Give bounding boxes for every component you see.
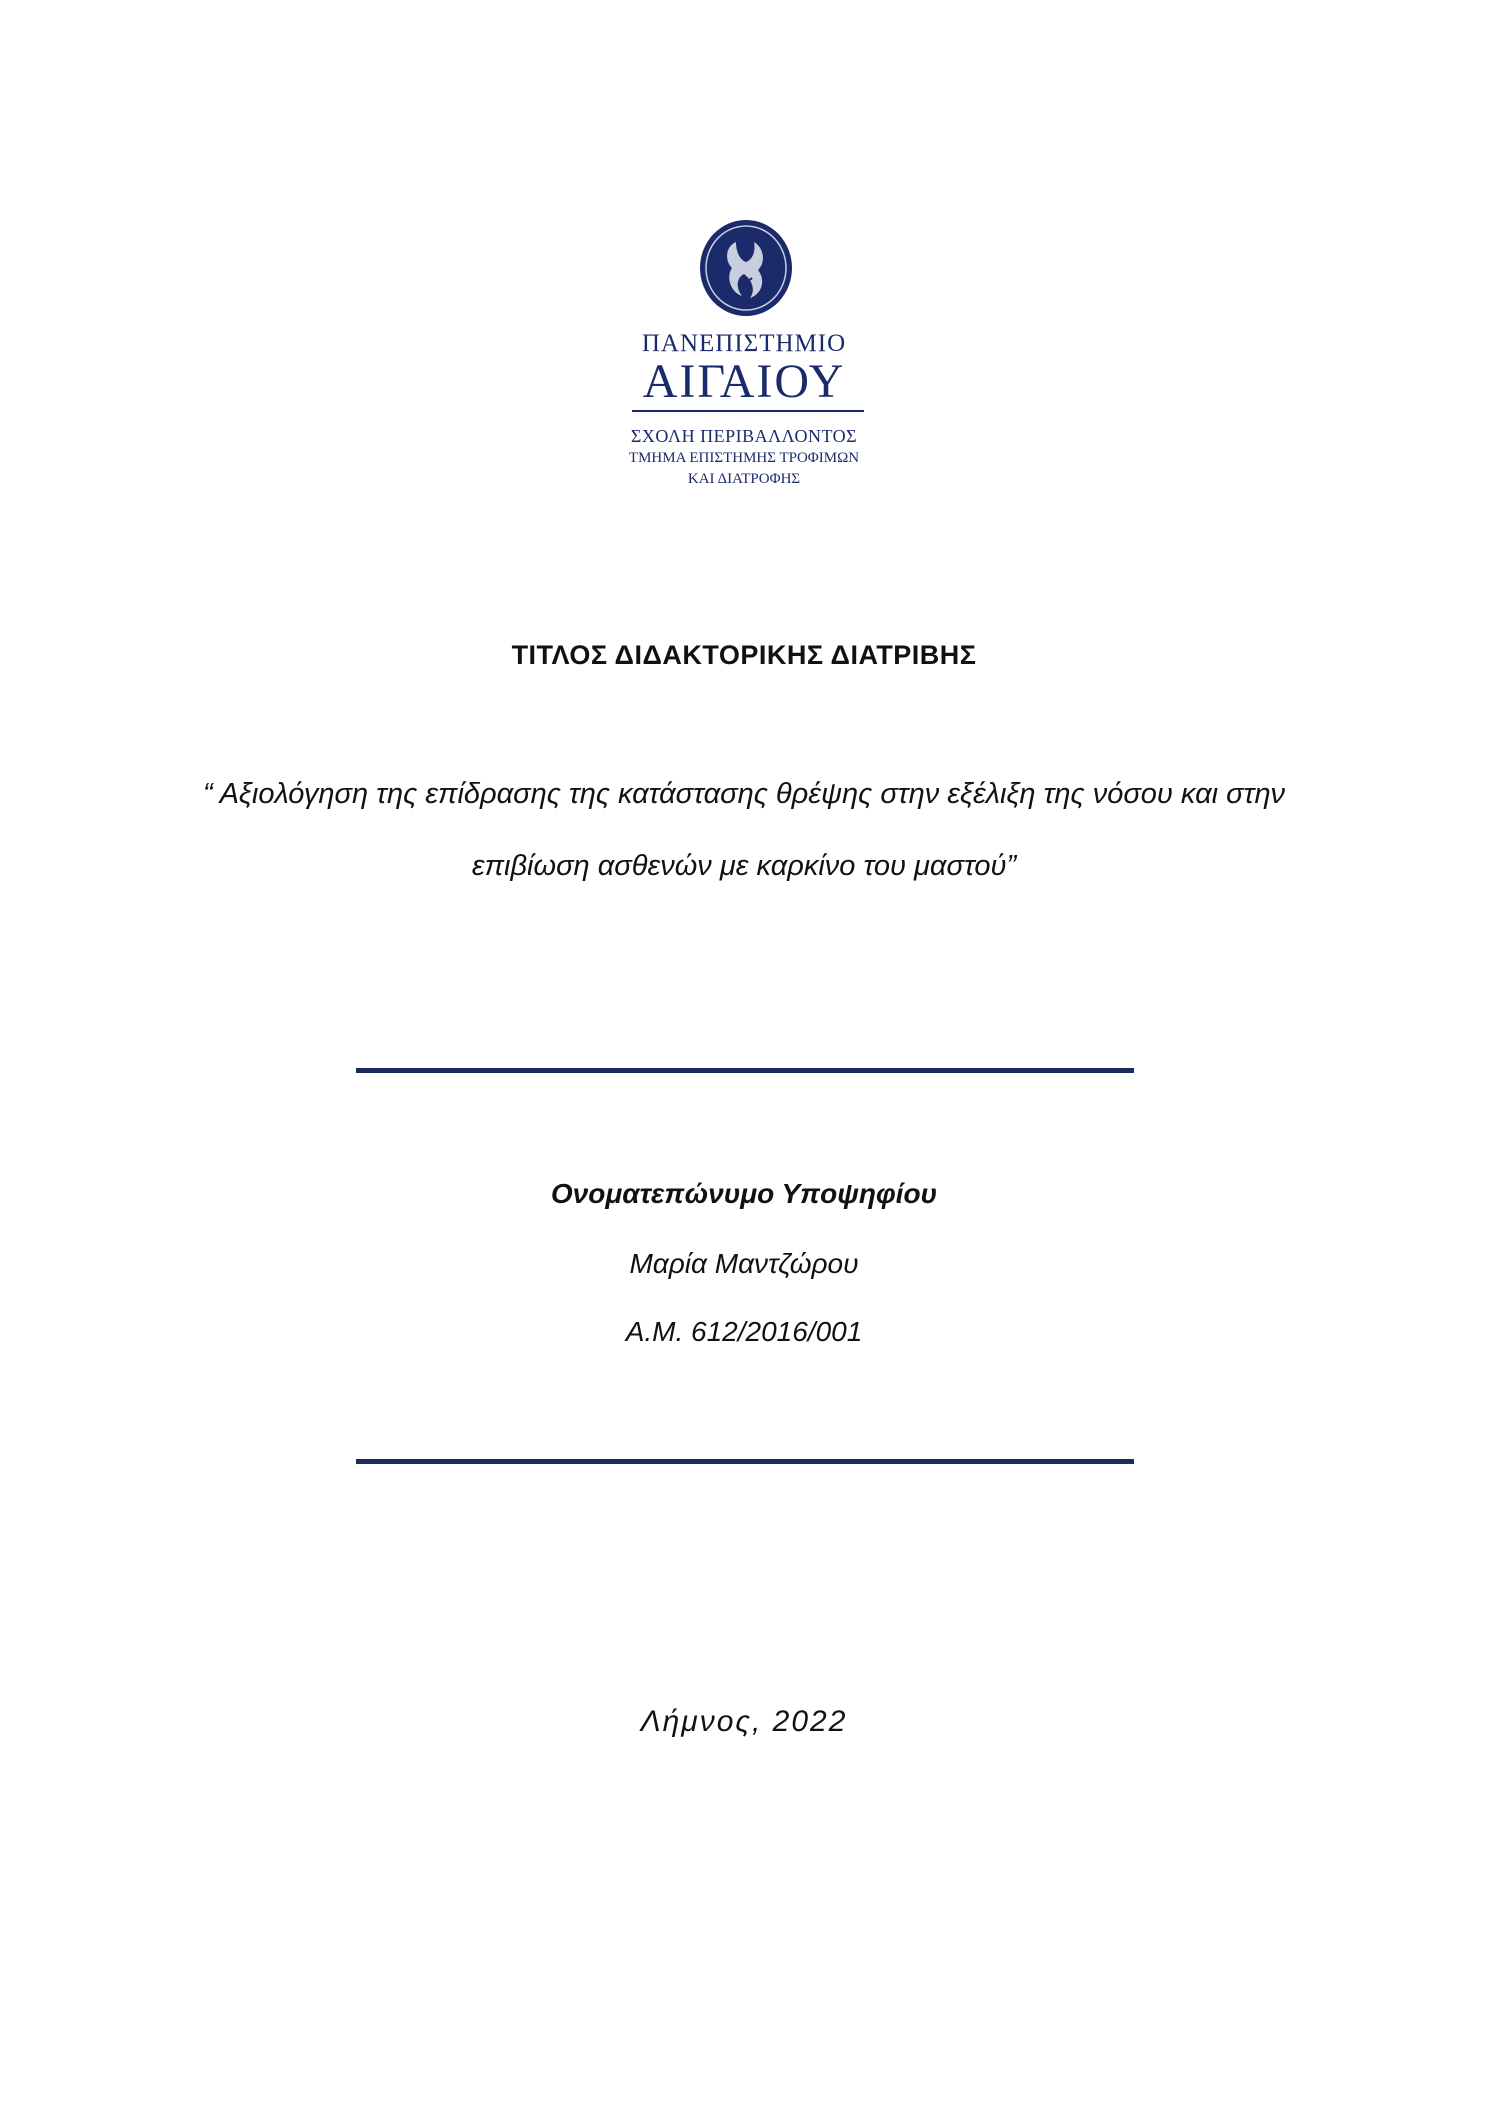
logo-university-line2: ΑΙΓΑΙΟΥ bbox=[642, 355, 846, 408]
divider-bottom bbox=[356, 1459, 1134, 1464]
candidate-registration: Α.Μ. 612/2016/001 bbox=[625, 1316, 863, 1347]
thesis-title-line1: “ Αξιολόγηση της επίδρασης της κατάστασης θρέψης στην εξέλιξη της νόσου και στην bbox=[202, 778, 1286, 810]
university-seal-icon bbox=[696, 218, 796, 318]
logo-department-line2: ΚΑΙ ΔΙΑΤΡΟΦΗΣ bbox=[687, 471, 801, 487]
candidate-name: Μαρία Μαντζώρου bbox=[629, 1248, 859, 1279]
divider-top bbox=[356, 1068, 1134, 1073]
logo-department-line1: ΤΜΗΜΑ ΕΠΙΣΤΗΜΗΣ ΤΡΟΦΙΜΩΝ bbox=[628, 450, 860, 466]
place-date: Λήμνος, 2022 bbox=[640, 1705, 848, 1738]
logo-university-line1: ΠΑΝΕΠΙΣΤΗΜΙΟ bbox=[641, 330, 847, 357]
thesis-title-line2: επιβίωση ασθενών με καρκίνο του μαστού” bbox=[471, 850, 1017, 882]
thesis-heading: ΤΙΤΛΟΣ ΔΙΔΑΚΤΟΡΙΚΗΣ ΔΙΑΤΡΙΒΗΣ bbox=[511, 640, 977, 670]
candidate-label: Ονοματεπώνυμο Υποψηφίου bbox=[550, 1178, 938, 1209]
logo-school: ΣΧΟΛΗ ΠΕΡΙΒΑΛΛΟΝΤΟΣ bbox=[630, 426, 858, 446]
logo-divider bbox=[632, 410, 864, 412]
